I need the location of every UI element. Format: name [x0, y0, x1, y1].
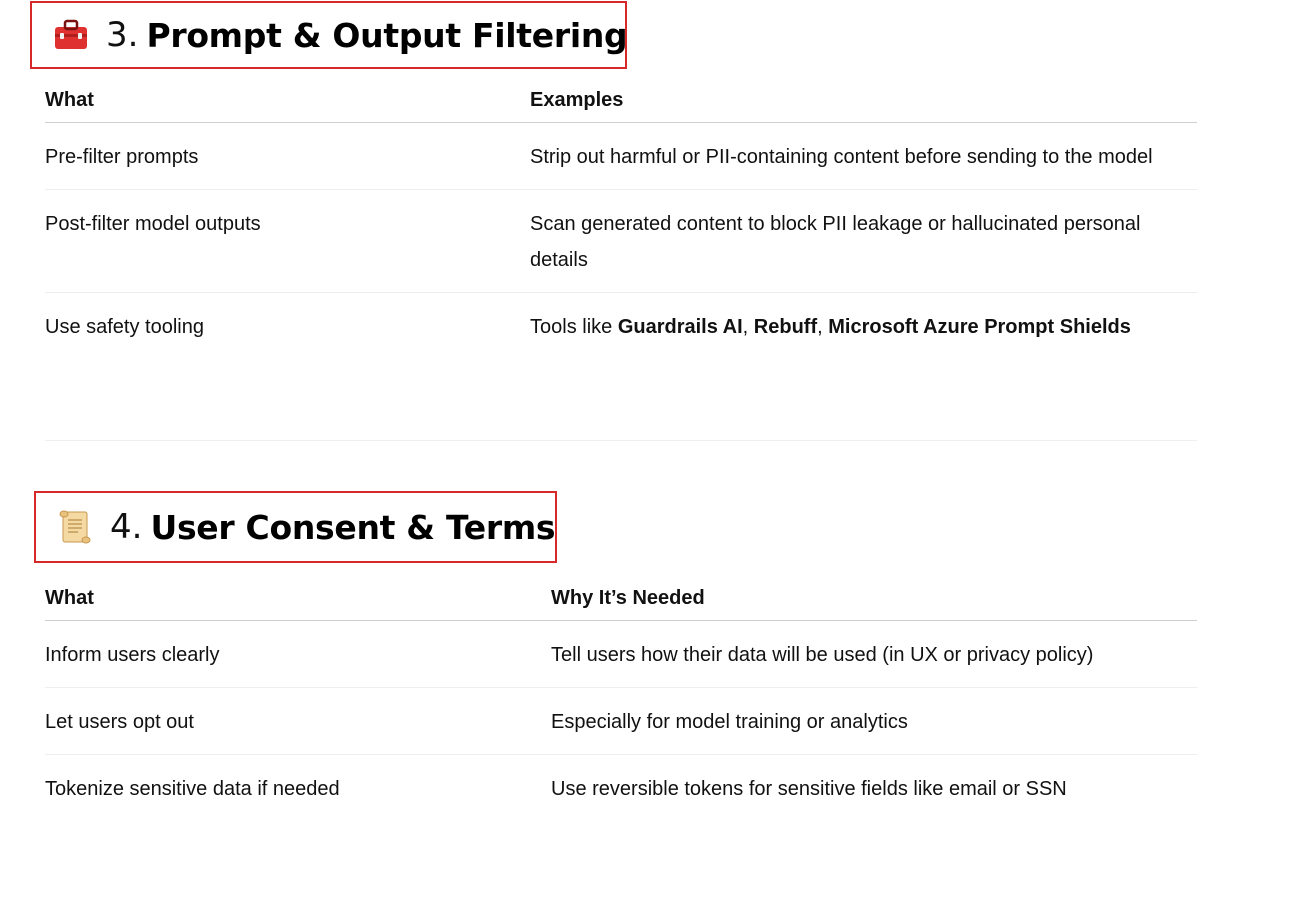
- consent-table: [45, 586, 1197, 821]
- section-heading: [34, 491, 557, 563]
- section-title: Prompt & Output Filtering: [146, 15, 628, 55]
- table-row: [45, 688, 1197, 755]
- column-header-what: What: [45, 586, 551, 621]
- row-what: Post-filter model outputs: [45, 213, 261, 235]
- row-what: Use safety tooling: [45, 316, 204, 338]
- section-number: 3.: [106, 15, 139, 55]
- column-header-what: What: [45, 88, 530, 123]
- filtering-table: [45, 88, 1197, 359]
- section-user-consent-terms: [0, 490, 1294, 899]
- tool-name: Microsoft Azure Prompt Shields: [828, 316, 1131, 338]
- section-divider: [45, 440, 1197, 441]
- column-header-examples: Examples: [530, 88, 1197, 123]
- row-detail: [530, 293, 1197, 359]
- section-title: User Consent & Terms: [150, 507, 556, 547]
- row-what: Pre-filter prompts: [45, 146, 199, 168]
- table-header-row: [45, 88, 1197, 123]
- tool-name: Rebuff: [753, 316, 818, 338]
- row-what: Inform users clearly: [45, 644, 220, 666]
- table-header-row: [45, 586, 1197, 621]
- section-heading: [30, 1, 627, 69]
- row-detail: Use reversible tokens for sensitive fields like email or SSN: [551, 778, 1067, 800]
- row-detail: Scan generated content to block PII leakage or hallucinated personal details: [530, 213, 1141, 271]
- toolbox-icon: [52, 16, 90, 54]
- table-row: [45, 123, 1197, 190]
- row-detail: Especially for model training or analytics: [551, 711, 908, 733]
- tool-separator: ,: [742, 316, 754, 338]
- section-number: 4.: [110, 507, 143, 547]
- row-what: Tokenize sensitive data if needed: [45, 778, 340, 800]
- table-row: [45, 755, 1197, 822]
- row-detail: Strip out harmful or PII-containing content before sending to the model: [530, 146, 1153, 168]
- row-what: Let users opt out: [45, 711, 194, 733]
- tool-name: Guardrails AI: [617, 316, 743, 338]
- column-header-why-needed: Why It’s Needed: [551, 586, 1197, 621]
- detail-prefix: Tools like: [530, 316, 618, 338]
- row-detail: Tell users how their data will be used (in UX or privacy policy): [551, 644, 1094, 666]
- table-row: [45, 190, 1197, 293]
- table-row: [45, 293, 1197, 360]
- scroll-icon: [56, 508, 94, 546]
- table-row: [45, 621, 1197, 688]
- tool-separator: ,: [817, 316, 829, 338]
